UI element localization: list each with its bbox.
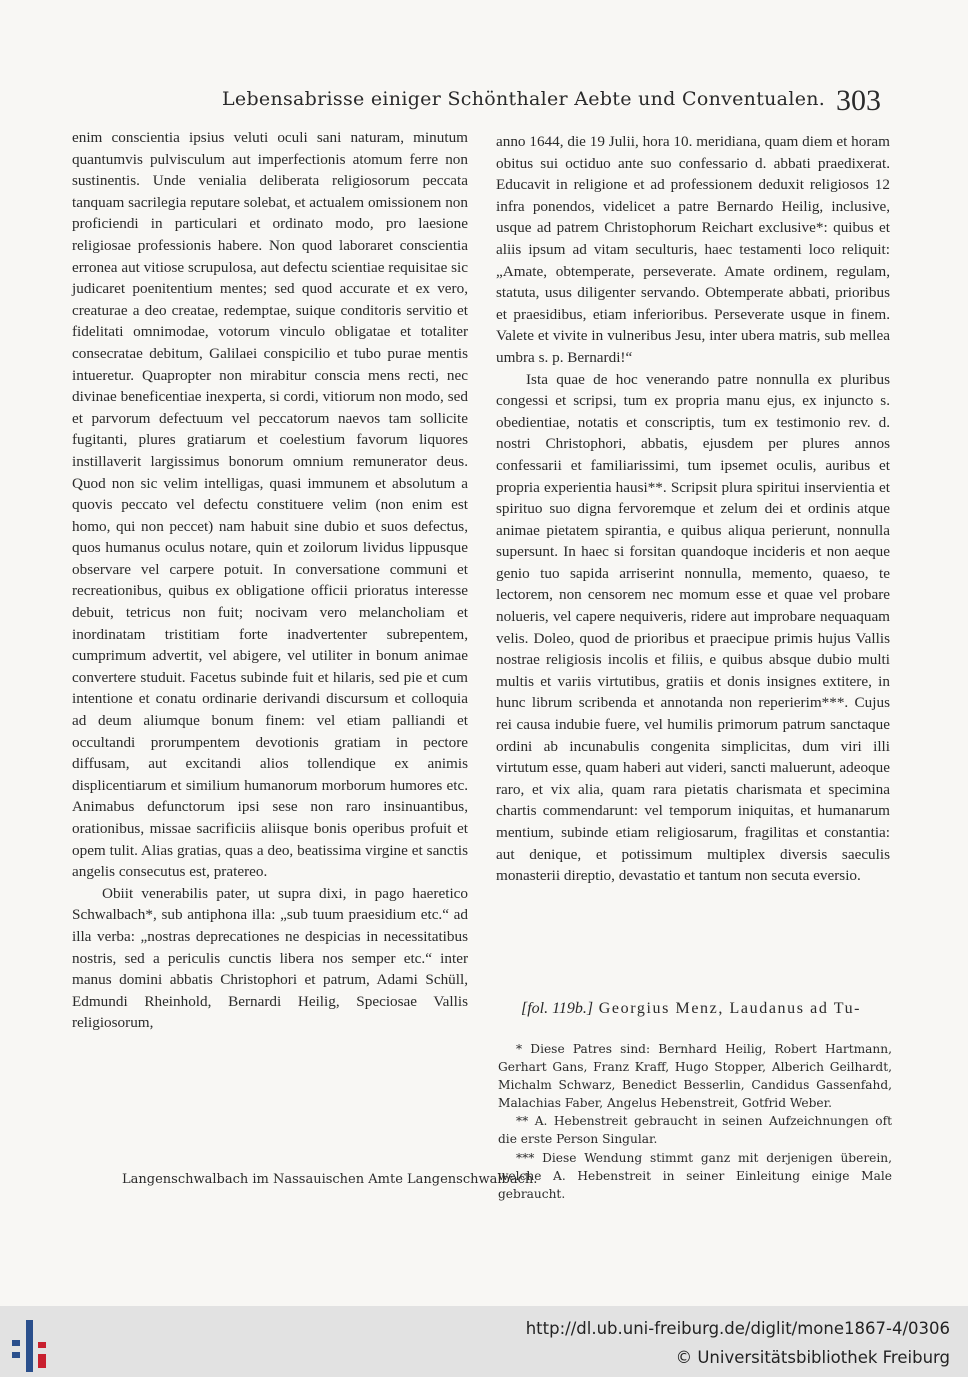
running-title: Lebensabrisse einiger Schönthaler Aebte und Conventualen.	[222, 88, 826, 110]
footnote-1: * Diese Patres sind: Bernhard Heilig, Robert Hartmann, Gerhart Gans, Franz Kraff, Hugo Stopper, Alberich Geilhardt, Michalm Schwarz, Benedict Besserlin, Candidus Gassenfahd, Malachias Faber, Angelus Hebenstreit, Gotfrid Weber.	[498, 1042, 892, 1111]
right-paragraph-1: anno 1644, die 19 Julii, hora 10. meridiana, quam diem et horam obitus sui octiduo ante suo confessario d. abbati praedixerat. Educavit in religione et ad professionem deduxit religiosos 12 infra ponendos, videlicet a patre Bernardo Heilig, inclusive, usque ad patrem Christophorum Reichart exclusive*: quibus et aliis ipsum ad vitam seculturis, haec testamenti loco reliquit: „Amate, obtemperate, perseverate. Amate ordinem, regulam, statuta, usus diligenter servando. Obtemperate abbati, prioribus et praesidibus, etiam inferioribus. Perseverate usque in finem. Valete et vivite in vulneribus Jesu, inter ubera matris, sub mellea umbra s. p. Bernardi!“	[496, 133, 890, 366]
folio-line	[521, 1000, 891, 1018]
footer-bar	[0, 1306, 968, 1377]
source-note: Langenschwalbach im Nassauischen Amte Langenschwalbach.	[122, 1172, 538, 1187]
left-column	[72, 127, 468, 1034]
library-logo-icon	[12, 1318, 52, 1370]
footnote-2: ** A. Hebenstreit gebraucht in seinen Aufzeichnungen oft die erste Person Singular.	[498, 1114, 892, 1147]
permalink-url[interactable]: http://dl.ub.uni-freiburg.de/diglit/mone1867-4/0306	[525, 1319, 950, 1338]
folio-text: Georgius Menz, Laudanus ad Tu-	[593, 1000, 862, 1017]
page-number: 303	[836, 84, 881, 117]
copyright-notice: © Universitätsbibliothek Freiburg	[675, 1348, 950, 1367]
footnotes	[498, 1040, 892, 1203]
right-column	[496, 131, 890, 887]
left-paragraph-1: enim conscientia ipsius veluti oculi sani naturam, minutum quantumvis pulvisculum aut imperfectionis atomum ferre non sustinentis. Unde venialia deliberata religiosorum peccata tanquam sacrilegia reputare solebat, et actualem omissionem non proficiendi in particulari et ordinato modo, pro laesione religiosae professionis habere. Non quod laboraret conscientia erronea aut vitiose scrupulosa, aut defectu scientiae requisitae sic judicaret poenitentium mentes; sed quod accurate et ex vero, creaturae a deo creatae, redemptae, suique conditoris servitio et fidelitati omnimodae, votorum vinculo obligatae et totaliter consecratae debitum, Galilaei conspicilio et tubo purae mentis intueretur. Quapropter non mirabitur conscia mens recti, nec divinae beneficentiae inexperta, si cordi, vitiorum non modo, sed et parvorum defectuum vel peccatorum naevos tam sollicite fugitanti, plures gratiarum et coelestium favorum liquores instillaverit largissimus bonorum omnium remunerator deus. Quod non sic velim intelligas, quasi immunem et absolutum a quovis peccato vel defectu constituere velim (non enim est homo, qui non peccet) nam habuit sine dubio et suos defectus, quos humanus oculus notare, quin et zoilorum lividus lippusque observare vel carpere potuit. In conversatione communi et recreationibus, quibus ex obligatione officii prioratus interesse debuit, tetricus non fuit; nocivam vero melancholiam et inordinatam tristitiam forte inadvertenter subrepentem, cumprimum advertit, vel abigere, vel utiliter in bonum animae convertere studuit. Facetus subinde fuit et hilaris, sed pie et cum intentione et conatu ordinarie derivandi discursum et colloquia ad deum aliumque bonum finem: vel etiam palliandi et occultandi prorumpentem devotionis gratiam in pectore diffusam, aut excitandi alios tollendique ex animis displicentiarum et similium humanorum morborum humores etc. Animabus defunctorum ipsi sese non raro insinuantibus, orationibus, missae sacrificiis aliisque bonis operibus profuit et opem tulit. Alias gratias, quas a deo, beatissima virgine et sanctis angelis consecutus est, pratereo.	[72, 129, 468, 881]
right-paragraph-2: Ista quae de hoc venerando patre nonnulla ex pluribus congessi et scripsi, tum ex propria manu ejus, ex injuncto s. obedientiae, notatis et conscriptis, tum ex testimonio rev. d. nostri Christophori, abbatis, ejusdem per plures annos confessarii et familiarissimi, tum ipsemet oculis, auribus et propria experientia hausi**. Scripsit plura spiritui inservientia et spirituo suo digna fervoremque et zelum dei et ordinis atque animae pietatem spirantia, e quibus aliqua perierunt, nonnulla supersunt. In haec si forsitan quandoque incideris et non aeque genio tuo sapida arriserint nonnulla, memento, quaeso, te lectorem, non censorem nec momum esse et quae vel probare nolueris, vel capere nequiveris, ridere aut improbare nequaquam velis. Doleo, quod de prioribus et praecipue primis hujus Vallis nostrae religiosis incolis et filiis, e quibus absque dubio multi multis et variis virtutibus, gratiis et donis insignes extitere, in hunc librum scribenda et annotanda non reperierim***. Cujus rei causa indubie fuere, vel humilis primorum patrum sanctaque ordini ab incunabulis congenita simplicitas, dum viri illi virtutum esse, quam haberi aut videri, sancti maluerunt, adeoque raro, et vix alia, quam rara pietatis charismata et specimina chartis commendarunt: vel temporum iniquitas, et humanarum mentium, subinde etiam religiosarum, fragilitas et constantia: aut denique, et potissimum multiplex diversis saeculis monasterii direptio, devastatio et tantum non secuta eversio.	[496, 370, 890, 885]
left-paragraph-2: Obiit venerabilis pater, ut supra dixi, in pago haeretico Schwalbach*, sub antiphona illa: „sub tuum praesidium etc.“ ad illa verba: „nostras deprecationes ne despicias in necessitatibus nostris, sed a periculis cunctis libera nos semper etc.“ inter manus domini abbatis Christophori et patrum, Adami Schüll, Edmundi Rheinhold, Bernardi Heilig, Speciosae Vallis religiosorum,	[72, 884, 468, 1032]
folio-reference: [fol. 119b.]	[521, 1000, 594, 1017]
footnote-3: *** Diese Wendung stimmt ganz mit derjenigen überein, welche A. Hebenstreit in seiner Einleitung einige Male gebraucht.	[498, 1150, 892, 1201]
